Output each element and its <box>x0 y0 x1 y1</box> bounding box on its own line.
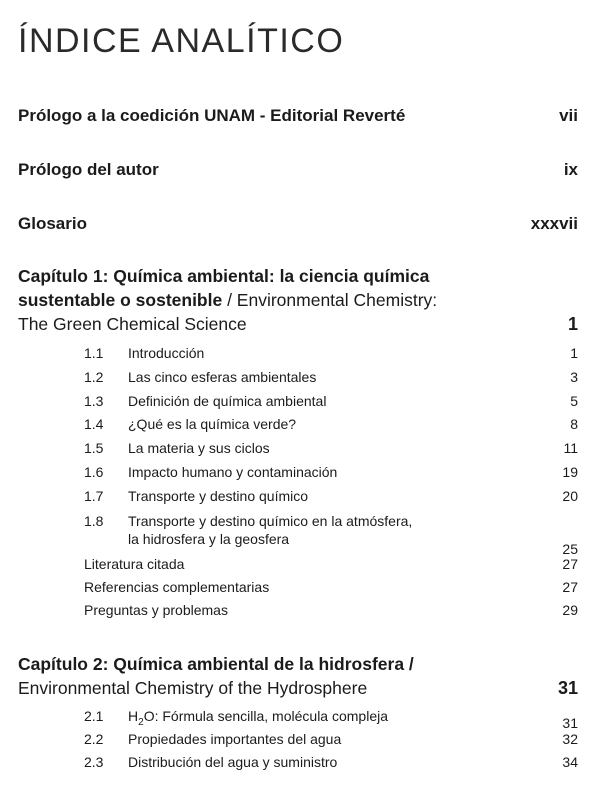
toc-entry-literatura[interactable] <box>84 555 578 573</box>
section-title: Distribución del agua y suministro <box>128 754 338 770</box>
chapter-2-heading[interactable] <box>18 652 578 700</box>
entry-label: Literatura citada <box>84 556 185 572</box>
section-page: 11 <box>563 440 578 456</box>
section-1-3[interactable] <box>84 392 578 410</box>
toc-entry-preguntas[interactable] <box>84 601 578 619</box>
chapter-2-english-title: Environmental Chemistry of the Hydrosphere <box>18 678 368 698</box>
section-1-2[interactable] <box>84 368 578 386</box>
section-page: 8 <box>570 416 578 432</box>
section-title-line1: Transporte y destino químico en la atmósfera, <box>128 513 413 529</box>
section-number: 1.8 <box>84 513 104 529</box>
section-number: 1.1 <box>84 345 104 361</box>
section-title: Propiedades importantes del agua <box>128 731 342 747</box>
section-page: 1 <box>570 345 578 361</box>
toc-entry-referencias[interactable] <box>84 578 578 596</box>
toc-entry-prologo-coedicion[interactable] <box>18 106 578 126</box>
section-1-1[interactable] <box>84 344 578 362</box>
section-page: 31 <box>562 714 578 731</box>
section-title <box>128 707 538 732</box>
section-number: 1.5 <box>84 440 104 456</box>
section-title: ¿Qué es la química verde? <box>128 416 297 432</box>
section-number: 1.6 <box>84 464 104 480</box>
entry-label: Prólogo del autor <box>18 160 159 179</box>
section-2-1[interactable] <box>84 707 578 732</box>
section-1-6[interactable] <box>84 463 578 481</box>
entry-page: xxxvii <box>530 214 578 233</box>
entry-label: Glosario <box>18 214 87 233</box>
formula-rest: O: Fórmula sencilla, molécula compleja <box>143 708 389 724</box>
entry-label: Preguntas y problemas <box>84 602 228 618</box>
section-1-7[interactable] <box>84 487 578 505</box>
section-title: Transporte y destino químico <box>128 488 309 504</box>
chapter-1-heading[interactable] <box>18 264 578 336</box>
entry-page: vii <box>559 106 578 125</box>
section-number: 1.7 <box>84 488 104 504</box>
section-number: 2.3 <box>84 754 104 770</box>
chapter-1-title-line2-rest: / Environmental Chemistry: <box>222 290 438 310</box>
chapter-1-title-line1: Capítulo 1: Química ambiental: la ciencia química <box>18 266 430 286</box>
chapter-1-page: 1 <box>567 314 578 334</box>
section-2-2[interactable] <box>84 730 578 748</box>
section-number: 2.1 <box>84 708 104 724</box>
section-2-3[interactable] <box>84 753 578 771</box>
section-number: 1.2 <box>84 369 104 385</box>
entry-page: ix <box>563 160 578 179</box>
section-1-8[interactable] <box>84 512 578 557</box>
section-page: 34 <box>562 754 578 770</box>
chapter-2-page: 31 <box>557 678 578 698</box>
entry-label: Referencias complementarias <box>84 579 270 595</box>
toc-entry-prologo-autor[interactable] <box>18 160 578 180</box>
section-title: Impacto humano y contaminación <box>128 464 338 480</box>
section-title-line2: la hidrosfera y la geosfera <box>128 531 290 547</box>
section-title: Definición de química ambiental <box>128 393 327 409</box>
toc-entry-glosario[interactable] <box>18 214 578 234</box>
entry-page: 27 <box>562 556 578 572</box>
section-title <box>128 512 538 548</box>
entry-label: Prólogo a la coedición UNAM - Editorial Reverté <box>18 106 406 125</box>
chapter-1-english-title: The Green Chemical Science <box>18 314 247 334</box>
section-page: 32 <box>562 731 578 747</box>
section-page: 25 <box>562 541 578 557</box>
page-title: ÍNDICE ANALÍTICO <box>18 22 345 60</box>
formula-h: H <box>128 708 139 724</box>
entry-page: 27 <box>562 579 578 595</box>
section-page: 20 <box>562 488 578 504</box>
chapter-1-title-line2-bold: sustentable o sostenible <box>18 290 223 310</box>
section-number: 1.3 <box>84 393 104 409</box>
section-1-4[interactable] <box>84 415 578 433</box>
section-number: 2.2 <box>84 731 104 747</box>
formula-subscript: 2 <box>138 716 144 728</box>
entry-page: 29 <box>562 602 578 618</box>
section-page: 19 <box>562 464 578 480</box>
section-title: Introducción <box>128 345 205 361</box>
section-title: La materia y sus ciclos <box>128 440 270 456</box>
chapter-2-title-line1: Capítulo 2: Química ambiental de la hidrosfera / <box>18 654 414 674</box>
section-page: 3 <box>570 369 578 385</box>
section-title: Las cinco esferas ambientales <box>128 369 317 385</box>
section-page: 5 <box>570 393 578 409</box>
section-number: 1.4 <box>84 416 104 432</box>
section-1-5[interactable] <box>84 439 578 457</box>
